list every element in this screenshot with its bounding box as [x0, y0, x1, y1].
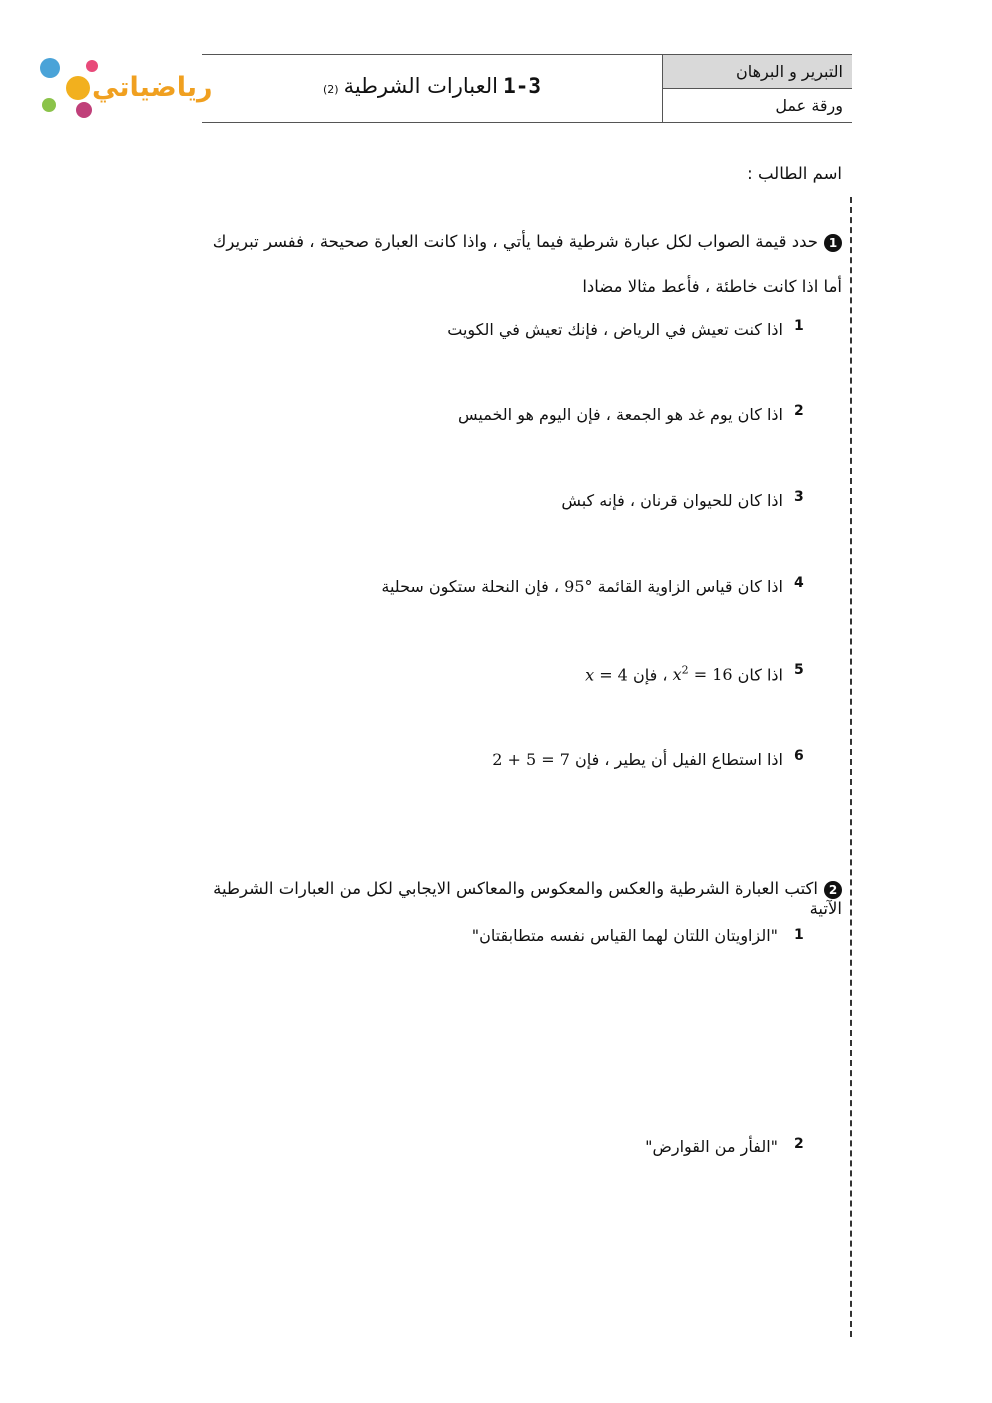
q1-item5-text-a: اذا كان	[737, 665, 783, 685]
q1-item6-eq: 2 + 5 = 7	[492, 750, 570, 769]
q1-item6-text	[300, 750, 783, 769]
logo-dot-green	[42, 98, 56, 112]
header-bottom-border	[202, 122, 852, 123]
lesson-part: (2)	[322, 83, 339, 96]
q1-item5-eq2-rhs: = 4	[599, 665, 628, 685]
q2-item1-text: "الزاويتان اللتان لهما القياس نفسه متطابقتان"	[471, 926, 778, 945]
q1-item3-text: اذا كان للحيوان قرنان ، فإنه كبش	[561, 491, 783, 510]
q1-item2-number: 2	[794, 403, 804, 419]
q1-item5-eq1-exp: 2	[681, 664, 689, 677]
calculator-icon	[66, 76, 90, 100]
atom-icon	[40, 58, 60, 78]
q2-item2-number: 2	[794, 1136, 804, 1152]
logo-dot-pink	[86, 60, 98, 72]
q2-item2-text: "الفأر من القوارض"	[645, 1137, 778, 1156]
protractor-icon	[76, 102, 92, 118]
lesson-number: 1-3	[503, 74, 542, 98]
logo	[36, 52, 213, 124]
q1-item5-eq2	[585, 665, 628, 684]
header-top-border	[202, 54, 852, 55]
logo-text: رياضياتي	[92, 72, 213, 103]
lesson-title	[202, 74, 662, 98]
q1-text-line1: حدد قيمة الصواب لكل عبارة شرطية فيما يأتي ، واذا كانت العبارة صحيحة ، ففسر تبريرك	[212, 232, 818, 251]
q1-item5-text	[300, 664, 783, 684]
q1-item5-text-b: ، فإن	[632, 665, 668, 685]
q1-item4-value: 95°	[564, 577, 593, 596]
q2-text-line1: اكتب العبارة الشرطية والعكس والمعكوس والمعاكس الايجابي لكل من العبارات الشرطية الآتية	[213, 879, 842, 918]
q1-item5-eq1-rhs: = 16	[693, 665, 733, 685]
q1-item5-number: 5	[794, 662, 804, 678]
header-sheet-type: ورقة عمل	[775, 96, 843, 115]
q1-item5-eq1-var: x	[672, 665, 682, 685]
header-subject: التبرير و البرهان	[735, 62, 843, 81]
lesson-title-text: العبارات الشرطية	[343, 74, 499, 98]
q1-item4-text-a: اذا كان قياس الزاوية القائمة	[597, 577, 783, 596]
q1-item6-number: 6	[794, 748, 804, 764]
student-name-label: اسم الطالب :	[747, 164, 842, 183]
q1-number: 1	[824, 234, 842, 252]
q1-item5-eq2-var: x	[585, 665, 595, 685]
q1-item4-number: 4	[794, 575, 804, 591]
q1-item4-text	[300, 577, 783, 596]
q2-number: 2	[824, 881, 842, 899]
q1-line1	[200, 232, 842, 252]
q1-item1-text: اذا كنت تعيش في الرياض ، فإنك تعيش في الكويت	[447, 320, 783, 339]
q1-item4-text-b: ، فإن النحلة ستكون سحلية	[381, 577, 560, 596]
margin-dashed-line	[850, 197, 852, 1337]
q1-item3-number: 3	[794, 489, 804, 505]
q1-item2-text: اذا كان يوم غد هو الجمعة ، فإن اليوم هو الخميس	[458, 405, 783, 424]
q1-item6-text-a: اذا استطاع الفيل أن يطير ، فإن	[575, 750, 783, 769]
q1-line2: أما اذا كانت خاطئة ، فأعط مثالا مضادا	[582, 277, 842, 296]
q2-item1-number: 1	[794, 927, 804, 943]
q1-item1-number: 1	[794, 318, 804, 334]
q1-item5-eq1	[673, 665, 733, 684]
q2-line1	[180, 879, 842, 918]
